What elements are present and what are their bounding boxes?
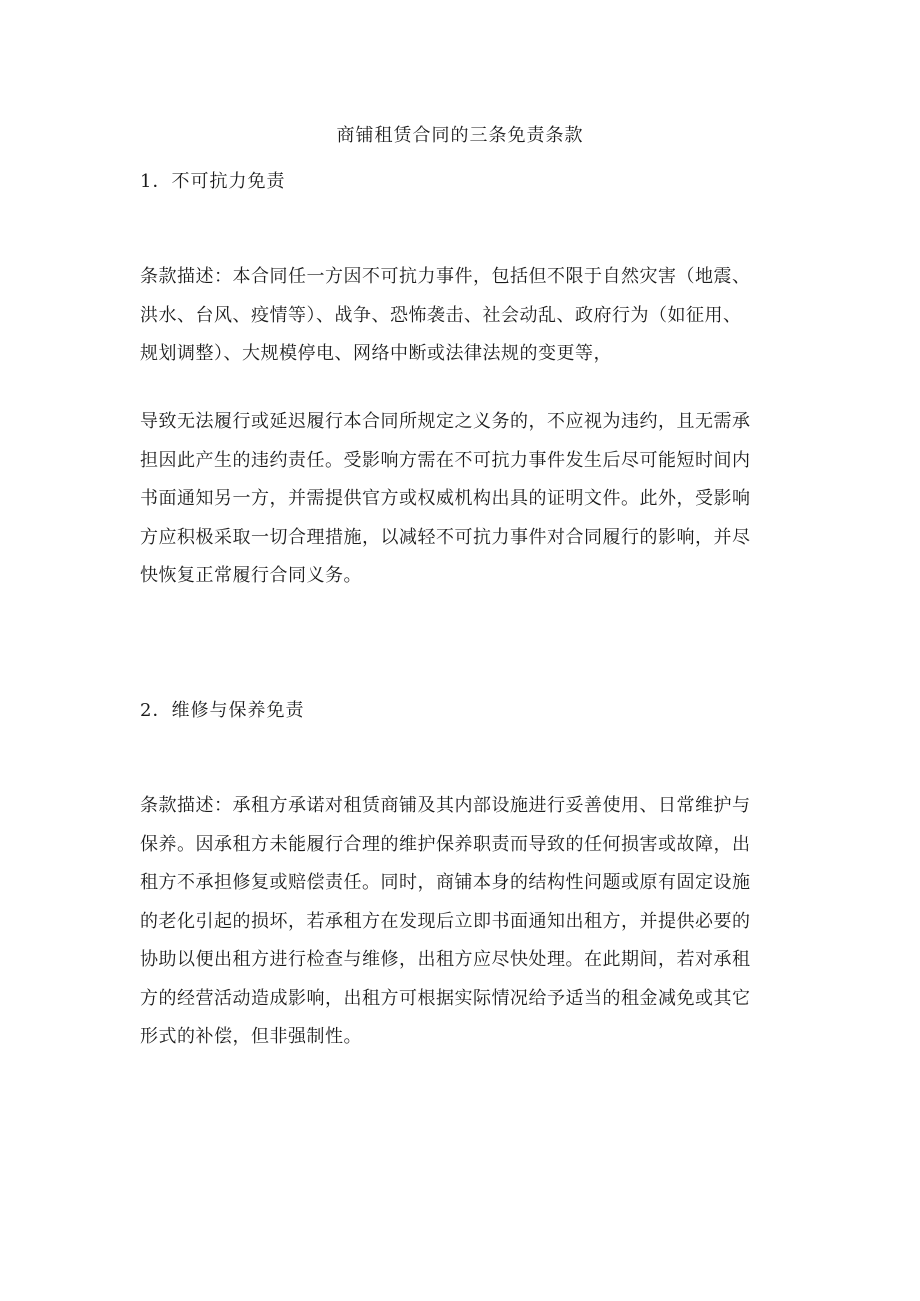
text-line: 租方不承担修复或赔偿责任。同时，商铺本身的结构性问题或原有固定设施	[140, 872, 751, 893]
text-line: 快恢复正常履行合同义务。	[140, 565, 362, 586]
section-1-paragraph-1	[140, 264, 790, 380]
document-title: 商铺租赁合同的三条免责条款	[336, 125, 584, 146]
text-line: 方的经营活动造成影响，出租方可根据实际情况给予适当的租金减免或其它	[140, 987, 751, 1009]
text-line: 书面通知另一方，并需提供官方或权威机构出具的证明文件。此外，受影响	[140, 488, 751, 509]
text-line: 担因此产生的违约责任。受影响方需在不可抗力事件发生后尽可能短时间内	[140, 449, 751, 471]
text-line: 条款描述：本合同任一方因不可抗力事件，包括但不限于自然灾害（地震、	[140, 266, 751, 287]
text-line: 导致无法履行或延迟履行本合同所规定之义务的，不应视为违约，且无需承	[140, 411, 751, 432]
text-line: 规划调整）、大规模停电、网络中断或法律法规的变更等，	[140, 343, 612, 364]
text-line: 协助以便出租方进行检查与维修，出租方应尽快处理。在此期间，若对承租	[140, 949, 751, 970]
section-2-paragraph-1	[140, 793, 790, 1063]
text-line: 形式的补偿，但非强制性。	[140, 1026, 362, 1047]
text-line: 的老化引起的损坏，若承租方在发现后立即书面通知出租方，并提供必要的	[140, 910, 751, 932]
section-1-paragraph-2	[140, 409, 790, 602]
text-line: 保养。因承租方未能履行合理的维护保养职责而导致的任何损害或故障，出	[140, 833, 751, 855]
section-1-heading: 1．不可抗力免责	[140, 171, 286, 192]
text-line: 条款描述：承租方承诺对租赁商铺及其内部设施进行妥善使用、日常维护与	[140, 795, 751, 816]
text-line: 方应积极采取一切合理措施，以减轻不可抗力事件对合同履行的影响，并尽	[140, 526, 751, 548]
section-2-heading: 2．维修与保养免责	[140, 700, 305, 721]
text-line: 洪水、台风、疫情等）、战争、恐怖袭击、社会动乱、政府行为（如征用、	[140, 304, 742, 326]
